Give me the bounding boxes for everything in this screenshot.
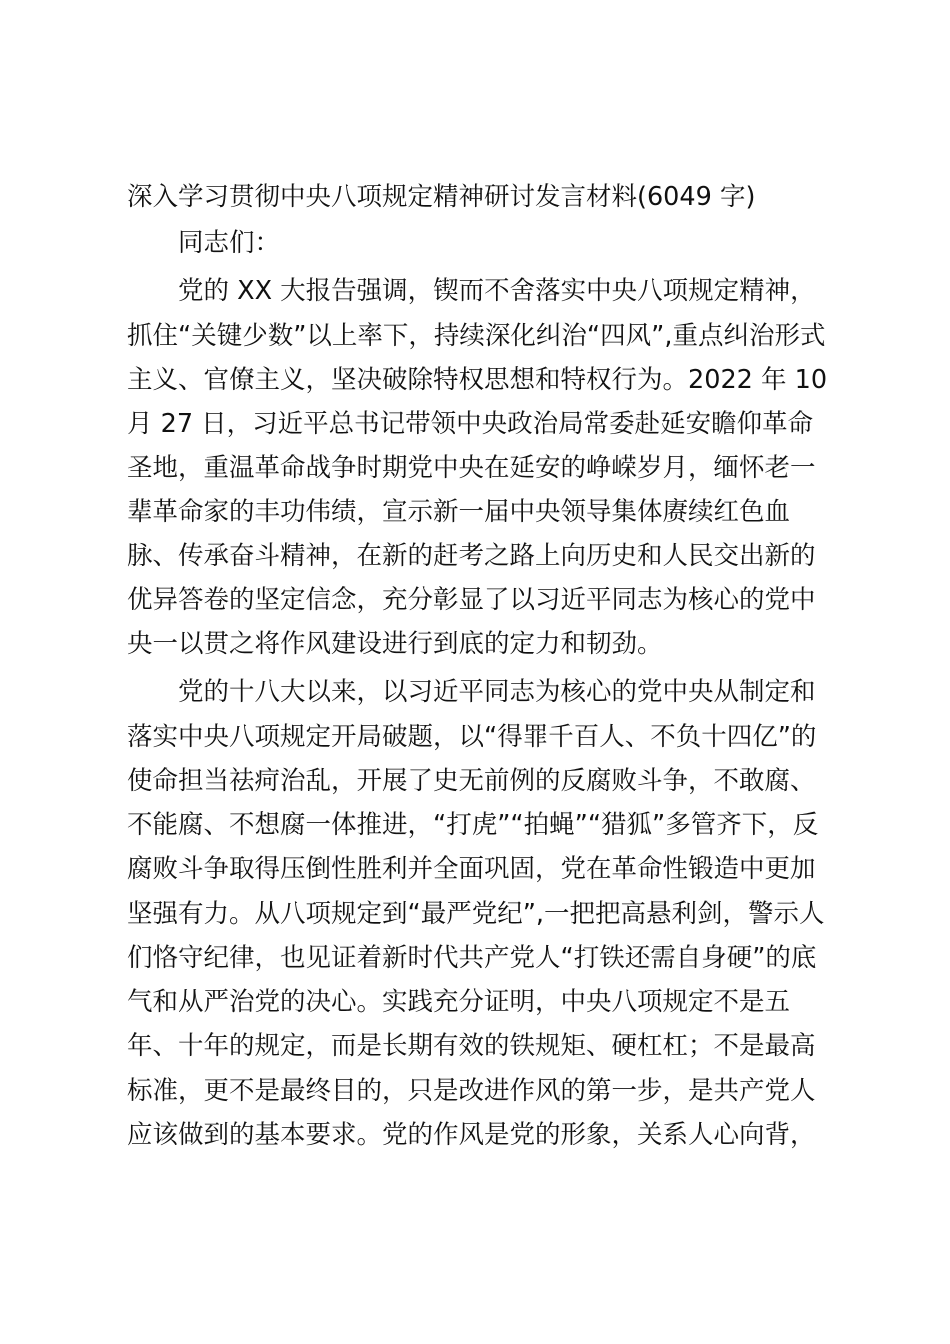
paragraph-line: 党的十八大以来，以习近平同志为核心的党中央从制定和 [178,677,816,707]
paragraph-line: 央一以贯之将作风建设进行到底的定力和韧劲。 [127,629,663,659]
paragraph-line: 不能腐、不想腐一体推进，“打虎”“拍蝇”“猎狐”多管齐下，反 [127,810,819,840]
paragraph-line: 优异答卷的坚定信念，充分彰显了以习近平同志为核心的党中 [127,585,816,615]
paragraph-line: 抓住“关键少数”以上率下，持续深化纠治“四风”,重点纠治形式 [127,321,826,351]
paragraph-line: 使命担当祛疴治乱，开展了史无前例的反腐败斗争，不敢腐、 [127,766,816,796]
paragraph-line: 标准，更不是最终目的，只是改进作风的第一步，是共产党人 [127,1076,816,1106]
paragraph-line: 党的 XX 大报告强调，锲而不舍落实中央八项规定精神， [178,276,816,306]
salutation: 同志们： [178,228,281,258]
document-title: 深入学习贯彻中央八项规定精神研讨发言材料(6049 字) [127,182,756,212]
paragraph-line: 们恪守纪律，也见证着新时代共产党人“打铁还需自身硬”的底 [127,943,817,973]
paragraph-line: 脉、传承奋斗精神，在新的赶考之路上向历史和人民交出新的 [127,541,816,571]
paragraph-line: 腐败斗争取得压倒性胜利并全面巩固，党在革命性锻造中更加 [127,854,816,884]
paragraph-line: 落实中央八项规定开局破题，以“得罪千百人、不负十四亿”的 [127,722,817,752]
paragraph-line: 主义、官僚主义，坚决破除特权思想和特权行为。2022 年 10 [127,365,828,395]
paragraph-line: 应该做到的基本要求。党的作风是党的形象，关系人心向背， [127,1120,816,1150]
paragraph-line: 辈革命家的丰功伟绩，宣示新一届中央领导集体赓续红色血 [127,497,791,527]
paragraph-line: 坚强有力。从八项规定到“最严党纪”,一把把高悬利剑，警示人 [127,899,825,929]
paragraph-line: 年、十年的规定，而是长期有效的铁规矩、硬杠杠；不是最高 [127,1031,816,1061]
paragraph-line: 圣地，重温革命战争时期党中央在延安的峥嵘岁月，缅怀老一 [127,453,816,483]
paragraph-line: 气和从严治党的决心。实践充分证明，中央八项规定不是五 [127,987,791,1017]
paragraph-line: 月 27 日，习近平总书记带领中央政治局常委赴延安瞻仰革命 [127,409,814,439]
